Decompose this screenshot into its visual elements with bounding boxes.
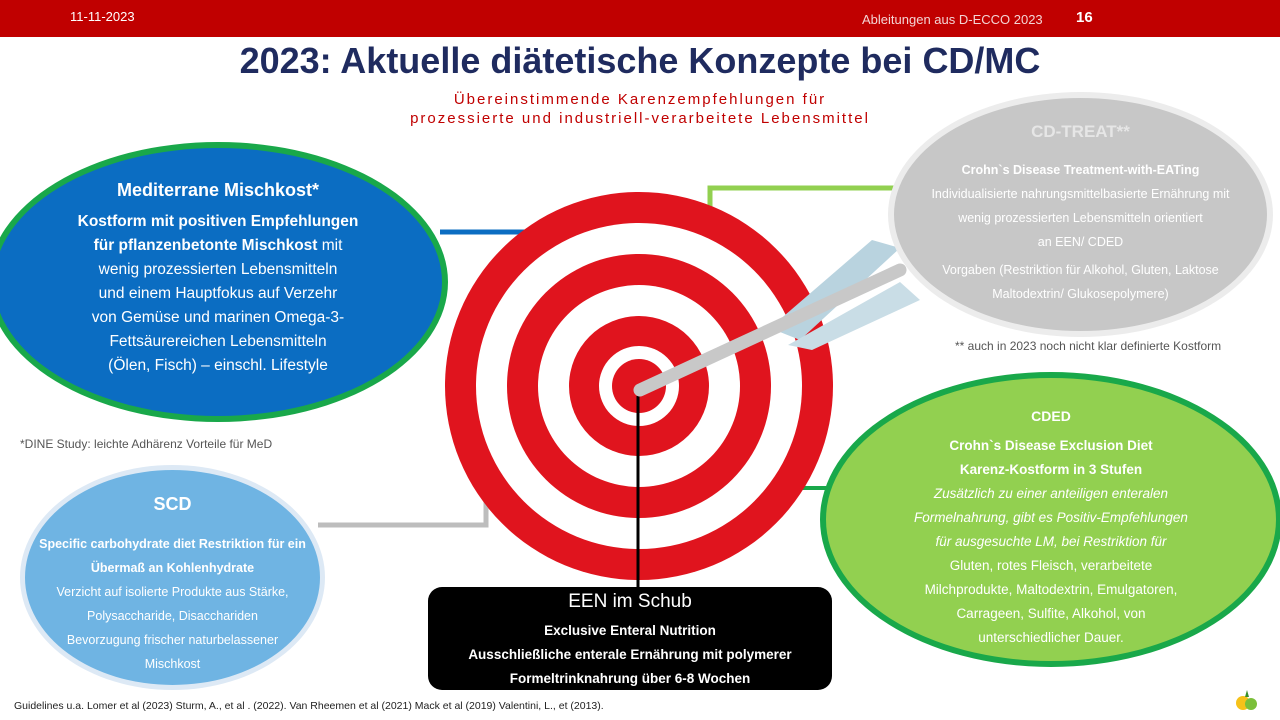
page-number: 16 [1076,9,1093,26]
scd-text: Polysaccharide, Disacchariden [87,609,258,623]
cdtreat-ellipse [888,92,1273,337]
cdtreat-text: an EEN/ CDED [1037,235,1124,249]
mediterranean-footnote: *DINE Study: leichte Adhärenz Vorteile für MeD [20,437,273,451]
mediterranean-diet-ellipse [0,142,448,422]
mediterranean-text: Fettsäurereichen Lebensmitteln [109,333,327,350]
scd-bold-line: Übermaß an Kohlenhydrate [90,561,255,575]
een-line: Formeltrinknahrung über 6-8 Wochen [509,671,751,686]
connector-scd [318,480,486,525]
cdtreat-text: Individualisierte nahrungsmittelbasierte Ernährung mit [931,187,1230,201]
cdtreat-text: Vorgaben (Restriktion für Alkohol, Gluten, Laktose [942,263,1219,277]
scd-description [25,532,320,676]
mediterranean-text: und einem Hauptfokus auf Verzehr [98,285,338,302]
cded-italic-line: Zusätzlich zu einer anteiligen enteralen [933,486,1169,501]
mediterranean-text: mit [317,237,343,254]
cded-text: unterschiedlicher Dauer. [978,630,1124,645]
subtitle-line: Übereinstimmende Karenzempfehlungen für [453,91,827,108]
cded-text: Carrageen, Sulfite, Alkohol, von [956,606,1146,621]
een-line: Exclusive Enteral Nutrition [544,623,716,638]
cdtreat-text: Maltodextrin/ Glukosepolymere) [992,287,1169,301]
mediterranean-bold-line: für pflanzenbetonte Mischkost [93,237,318,254]
cdtreat-text: wenig prozessierten Lebensmitteln orientiert [958,211,1203,225]
scd-bold-line: Specific carbohydrate diet Restriktion für ein [39,537,306,551]
slide-title: 2023: Aktuelle diätetische Konzepte bei CD/MC [239,40,1041,81]
mediterranean-text: wenig prozessierten Lebensmitteln [98,261,338,278]
guidelines-footer: Guidelines u.a. Lomer et al (2023) Sturm, A., et al . (2022). Van Rheemen et al (2021) Mack et al (2019) Valentini, L., et (2013). [14,700,604,712]
cded-bold-line: Karenz-Kostform in 3 Stufen [959,462,1143,477]
slide-date: 11-11-2023 [70,9,135,24]
een-box [428,587,832,690]
mediterranean-text: von Gemüse und marinen Omega-3- [91,309,345,326]
cded-text: Gluten, rotes Fleisch, verarbeitete [949,558,1153,573]
cded-heading: CDED [1031,408,1071,424]
scd-ellipse [20,465,325,690]
cded-ellipse [820,372,1280,667]
mediterranean-description [0,210,442,378]
mediterranean-bold-line: Kostform mit positiven Empfehlungen [77,213,359,230]
cdtreat-heading: CD-TREAT** [1031,122,1130,141]
mediterranean-heading: Mediterrane Mischkost* [116,180,320,200]
subtitle-line: prozessierte und industriell-verarbeitete Lebensmittel [410,110,870,127]
cded-text: Milchprodukte, Maltodextrin, Emulgatoren, [924,582,1178,597]
cdtreat-bold-line: Crohn`s Disease Treatment-with-EATing [961,163,1200,177]
cded-bold-line: Crohn`s Disease Exclusion Diet [949,438,1153,453]
cded-italic-line: für ausgesuchte LM, bei Restriktion für [935,534,1167,549]
cdtreat-footnote: ** auch in 2023 noch nicht klar definierte Kostform [955,339,1222,353]
mediterranean-text: (Ölen, Fisch) – einschl. Lifestyle [108,357,328,374]
cdtreat-description [894,158,1267,306]
scd-text: Mischkost [144,657,201,671]
slide-reference: Ableitungen aus D-ECCO 2023 [862,12,1043,27]
cded-description [826,434,1276,650]
cded-italic-line: Formelnahrung, gibt es Positiv-Empfehlungen [914,510,1188,525]
een-heading: EEN im Schub [568,591,692,612]
fruit-logo-icon [1233,686,1261,714]
een-line: Ausschließliche enterale Ernährung mit polymerer [468,647,792,662]
scd-text: Bevorzugung frischer naturbelassener [66,633,279,647]
scd-heading: SCD [153,494,192,514]
scd-text: Verzicht auf isolierte Produkte aus Stärke, [56,585,289,599]
